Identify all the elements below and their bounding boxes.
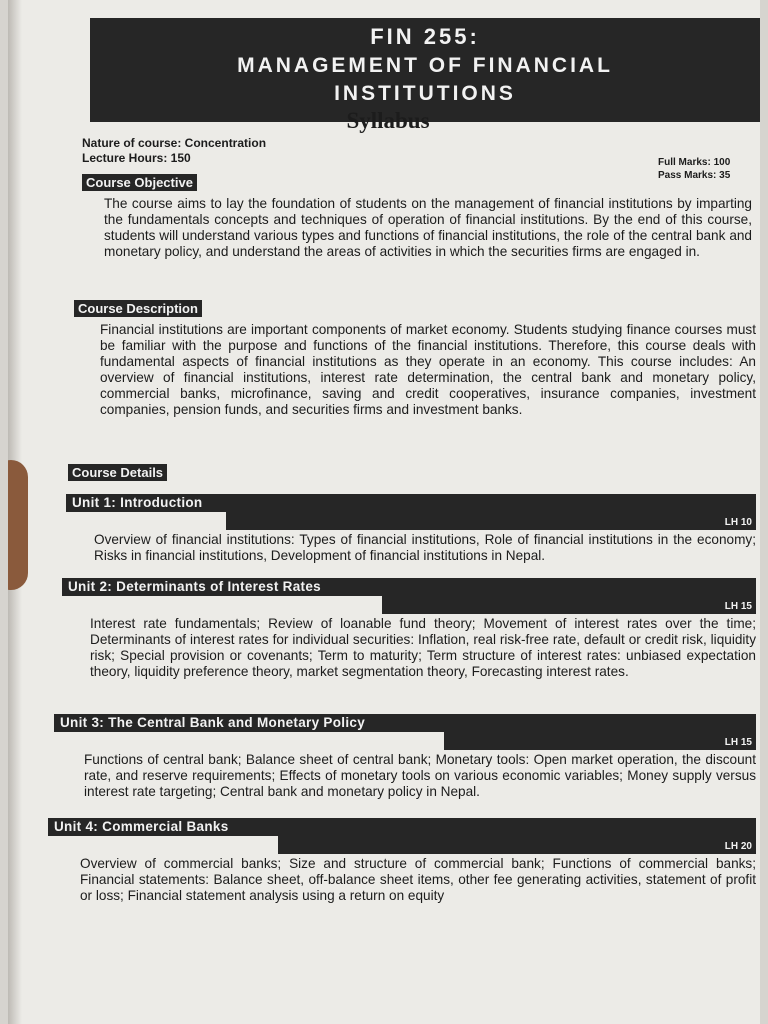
course-title-line-2: INSTITUTIONS — [334, 82, 516, 105]
unit-3-hours: LH 15 — [724, 737, 752, 748]
unit-3-title: Unit 3: The Central Bank and Monetary Policy — [60, 715, 366, 730]
unit-4-hours: LH 20 — [724, 841, 752, 852]
lecture-hours: Lecture Hours: 150 — [82, 151, 191, 165]
thumb — [8, 460, 28, 590]
course-meta — [82, 136, 266, 166]
unit-3-bar — [54, 714, 756, 750]
unit-1-content: Overview of financial institutions: Types of financial institutions, Role of financial institutions in the economy; Risks in financial institutions, Development of financial institutions in Nepal. — [94, 532, 756, 563]
unit-1-hours: LH 10 — [724, 517, 752, 528]
course-title-line-1: MANAGEMENT OF FINANCIAL — [237, 54, 613, 77]
unit-1-bar — [66, 494, 756, 530]
full-marks: Full Marks: 100 — [658, 157, 731, 168]
unit-4-bar — [48, 818, 756, 854]
unit-2-title: Unit 2: Determinants of Interest Rates — [68, 579, 321, 594]
unit-2-hours: LH 15 — [724, 601, 752, 612]
course-objective-heading: Course Objective — [82, 174, 197, 191]
pass-marks: Pass Marks: 35 — [658, 170, 731, 181]
course-description-heading: Course Description — [74, 300, 202, 317]
course-objective-text: The course aims to lay the foundation of students on the management of financial institutions by imparting the fundamentals concepts and techniques of operation of financial institutions. By the end of this course, students will understand various types and functions of financial institutions, the role of the central bank and monetary policy, and understand the areas of activities in which the securities firms are engaged in. — [104, 196, 752, 259]
unit-2-content: Interest rate fundamentals; Review of loanable fund theory; Movement of interest rates over the time; Determinants of interest rates for individual securities: Inflation, real risk-free rate, default or credit risk, liquidity risk; Special provision or covenants; Term to maturity; Term structure of interest rates: unbiased expectation theory, liquidity preference theory, market segmentation theory, Forecasting interest rates. — [90, 616, 756, 679]
course-description-text: Financial institutions are important components of market economy. Students studying finance courses must be familiar with the purpose and functions of the financial institutions. Therefore, this course deals with fundamental aspects of financial institutions as they operate in an economy. This course includes: An overview of financial institutions, interest rate determination, the central bank and monetary policy, commercial banks, microfinance, saving and credit cooperatives, insurance companies, investment companies, pension funds, and securities firms and investment banks. — [100, 322, 756, 417]
unit-4-title: Unit 4: Commercial Banks — [54, 819, 229, 834]
course-code: FIN 255: — [370, 24, 480, 49]
unit-1-title: Unit 1: Introduction — [72, 495, 203, 510]
unit-3-content: Functions of central bank; Balance sheet of central bank; Monetary tools: Open market operation, the discount rate, and reserve requirements; Effects of monetary tools on various economic variables; Money supply versus interest rate targeting; Central bank and monetary policy in Nepal. — [84, 752, 756, 799]
nature-of-course: Nature of course: Concentration — [82, 136, 267, 150]
unit-2-bar — [62, 578, 756, 614]
marks-info — [658, 156, 730, 182]
course-details-heading: Course Details — [68, 464, 167, 481]
document-page — [8, 0, 760, 1024]
unit-4-content: Overview of commercial banks; Size and structure of commercial bank; Functions of commercial banks; Financial statements: Balance sheet, off-balance sheet items, other fee generating activities, statement of profit or loss; Financial statement analysis using a return on equity — [80, 856, 756, 903]
syllabus-heading: Syllabus — [346, 108, 430, 133]
course-title-banner — [90, 18, 760, 122]
